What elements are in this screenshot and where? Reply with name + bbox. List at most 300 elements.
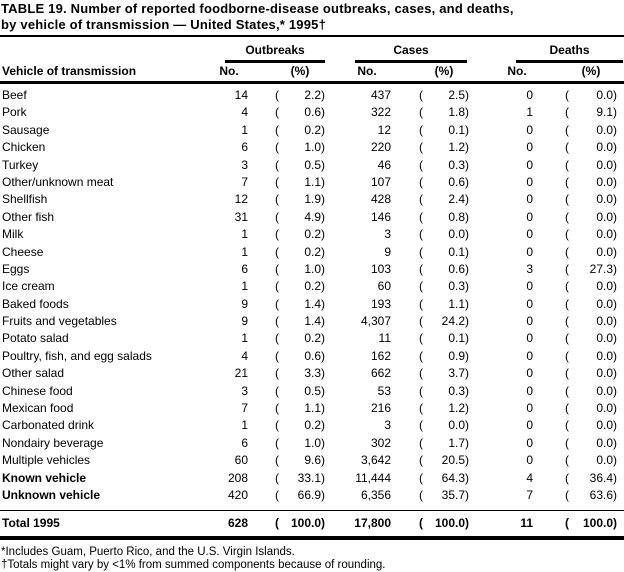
deaths-pct bbox=[565, 313, 617, 330]
table-row bbox=[0, 157, 624, 174]
table-row bbox=[0, 296, 624, 313]
open-paren: ( bbox=[275, 366, 279, 381]
deaths-no: 0 bbox=[526, 88, 533, 102]
row-label: Multiple vehicles bbox=[2, 453, 91, 468]
pct-value: 35.7 bbox=[441, 487, 465, 502]
cases-pct bbox=[419, 174, 469, 191]
open-paren: ( bbox=[565, 348, 569, 363]
pct-value: 0.0 bbox=[596, 140, 613, 155]
pct-value: 3.7 bbox=[448, 366, 465, 381]
open-paren: ( bbox=[275, 244, 279, 259]
close-paren: ) bbox=[321, 331, 325, 346]
pct-value: 0.0 bbox=[596, 244, 613, 259]
open-paren: ( bbox=[565, 105, 569, 120]
open-paren: ( bbox=[419, 331, 423, 346]
pct-value: 9.1 bbox=[596, 105, 613, 120]
table-row bbox=[0, 226, 624, 243]
pct-value: 0.0 bbox=[448, 227, 465, 242]
deaths-no: 0 bbox=[526, 314, 533, 329]
cases-no: 193 bbox=[370, 296, 391, 311]
outbreaks-no: 1 bbox=[241, 279, 248, 294]
open-paren: ( bbox=[565, 470, 569, 485]
open-paren: ( bbox=[565, 244, 569, 259]
deaths-no: 3 bbox=[526, 261, 533, 276]
close-paren: ) bbox=[465, 209, 469, 224]
table-row bbox=[0, 174, 624, 191]
close-paren: ) bbox=[321, 105, 325, 120]
table-title-line1: TABLE 19. Number of reported foodborne-disease outbreaks, cases, and deaths, bbox=[1, 1, 514, 16]
open-paren: ( bbox=[275, 314, 279, 329]
close-paren: ) bbox=[321, 296, 325, 311]
deaths-pct bbox=[565, 226, 617, 243]
open-paren: ( bbox=[275, 401, 279, 416]
cases-no: 9 bbox=[384, 244, 391, 259]
outbreaks-no: 9 bbox=[241, 314, 248, 329]
row-label: Other fish bbox=[2, 209, 55, 224]
close-paren: ) bbox=[613, 331, 617, 346]
outbreaks-pct bbox=[275, 435, 325, 452]
total-label: Total 1995 bbox=[2, 516, 60, 531]
pct-value: 0.0 bbox=[596, 435, 613, 450]
deaths-pct bbox=[565, 435, 617, 452]
row-label: Nondairy beverage bbox=[2, 435, 104, 450]
deaths-pct bbox=[565, 139, 617, 156]
row-label: Eggs bbox=[2, 261, 30, 276]
row-label: Baked foods bbox=[2, 296, 69, 311]
total-cases-no: 17,800 bbox=[354, 516, 391, 531]
pct-value: 0.0 bbox=[596, 88, 613, 102]
deaths-no: 0 bbox=[526, 401, 533, 416]
vehicle-column-header: Vehicle of transmission bbox=[2, 63, 137, 78]
deaths-pct-header: (%) bbox=[581, 63, 601, 78]
table-row bbox=[0, 139, 624, 156]
pct-value: 66.9 bbox=[297, 487, 321, 502]
total-outbreaks-no: 628 bbox=[227, 516, 248, 531]
outbreaks-no: 6 bbox=[241, 435, 248, 450]
outbreaks-pct bbox=[275, 104, 325, 121]
row-label: Other/unknown meat bbox=[2, 174, 114, 189]
open-paren: ( bbox=[565, 227, 569, 242]
open-paren: ( bbox=[275, 140, 279, 155]
open-paren: ( bbox=[565, 331, 569, 346]
close-paren: ) bbox=[321, 435, 325, 450]
outbreaks-no: 9 bbox=[241, 296, 248, 311]
cases-no: 103 bbox=[370, 261, 391, 276]
deaths-no: 0 bbox=[526, 244, 533, 259]
pct-value: 0.8 bbox=[448, 209, 465, 224]
open-paren: ( bbox=[419, 435, 423, 450]
total-deaths-pct bbox=[565, 514, 617, 532]
cases-pct bbox=[419, 313, 469, 330]
outbreaks-pct bbox=[275, 348, 325, 365]
close-paren: ) bbox=[321, 383, 325, 398]
outbreaks-pct bbox=[275, 313, 325, 330]
open-paren: ( bbox=[565, 88, 569, 102]
close-paren: ) bbox=[465, 261, 469, 276]
open-paren: ( bbox=[565, 487, 569, 502]
close-paren: ) bbox=[613, 227, 617, 242]
close-paren: ) bbox=[321, 516, 325, 531]
open-paren: ( bbox=[419, 174, 423, 189]
open-paren: ( bbox=[419, 348, 423, 363]
deaths-pct bbox=[565, 365, 617, 382]
open-paren: ( bbox=[419, 296, 423, 311]
outbreaks-pct bbox=[275, 383, 325, 400]
close-paren: ) bbox=[321, 174, 325, 189]
close-paren: ) bbox=[321, 418, 325, 433]
close-paren: ) bbox=[465, 244, 469, 259]
open-paren: ( bbox=[565, 140, 569, 155]
pct-value: 63.6 bbox=[589, 487, 613, 502]
close-paren: ) bbox=[321, 314, 325, 329]
deaths-pct bbox=[565, 104, 617, 121]
close-paren: ) bbox=[613, 401, 617, 416]
footnote-asterisk: *Includes Guam, Puerto Rico, and the U.S. Virgin Islands. bbox=[1, 546, 295, 559]
deaths-pct bbox=[565, 330, 617, 347]
deaths-pct bbox=[565, 417, 617, 434]
pct-value: 33.1 bbox=[297, 470, 321, 485]
outbreaks-pct bbox=[275, 139, 325, 156]
close-paren: ) bbox=[465, 516, 469, 531]
open-paren: ( bbox=[419, 140, 423, 155]
row-label: Carbonated drink bbox=[2, 418, 95, 433]
pct-value: 0.0 bbox=[596, 279, 613, 294]
row-label: Fruits and vegetables bbox=[2, 314, 117, 329]
outbreaks-no: 12 bbox=[234, 192, 248, 207]
pct-value: 1.1 bbox=[448, 296, 465, 311]
close-paren: ) bbox=[613, 314, 617, 329]
open-paren: ( bbox=[275, 296, 279, 311]
close-paren: ) bbox=[613, 470, 617, 485]
open-paren: ( bbox=[275, 383, 279, 398]
deaths-no: 0 bbox=[526, 453, 533, 468]
pct-value: 0.2 bbox=[304, 227, 321, 242]
pct-value: 0.9 bbox=[448, 348, 465, 363]
pct-value: 0.6 bbox=[448, 261, 465, 276]
outbreaks-pct bbox=[275, 191, 325, 208]
outbreaks-pct bbox=[275, 400, 325, 417]
close-paren: ) bbox=[613, 516, 617, 531]
close-paren: ) bbox=[613, 209, 617, 224]
deaths-no-header: No. bbox=[507, 63, 527, 78]
pct-value: 1.7 bbox=[448, 435, 465, 450]
open-paren: ( bbox=[419, 209, 423, 224]
pct-value: 64.3 bbox=[441, 470, 465, 485]
pct-value: 0.0 bbox=[596, 314, 613, 329]
deaths-no: 0 bbox=[526, 140, 533, 155]
cases-no: 3 bbox=[384, 418, 391, 433]
cases-pct bbox=[419, 139, 469, 156]
outbreaks-pct bbox=[275, 452, 325, 469]
pct-value: 9.6 bbox=[304, 453, 321, 468]
outbreaks-no: 7 bbox=[241, 401, 248, 416]
subheader-row bbox=[0, 63, 624, 80]
close-paren: ) bbox=[465, 140, 469, 155]
cases-pct bbox=[419, 226, 469, 243]
pct-value: 0.2 bbox=[304, 279, 321, 294]
close-paren: ) bbox=[465, 227, 469, 242]
outbreaks-pct bbox=[275, 226, 325, 243]
deaths-pct bbox=[565, 157, 617, 174]
pct-value: 0.0 bbox=[596, 227, 613, 242]
close-paren: ) bbox=[613, 435, 617, 450]
row-label: Cheese bbox=[2, 244, 44, 259]
close-paren: ) bbox=[613, 453, 617, 468]
open-paren: ( bbox=[565, 122, 569, 137]
open-paren: ( bbox=[565, 418, 569, 433]
row-label: Ice cream bbox=[2, 279, 55, 294]
deaths-pct bbox=[565, 209, 617, 226]
close-paren: ) bbox=[613, 383, 617, 398]
close-paren: ) bbox=[321, 453, 325, 468]
outbreaks-no: 1 bbox=[241, 122, 248, 137]
deaths-pct bbox=[565, 470, 617, 487]
deaths-pct bbox=[565, 244, 617, 261]
close-paren: ) bbox=[465, 105, 469, 120]
close-paren: ) bbox=[465, 296, 469, 311]
close-paren: ) bbox=[613, 122, 617, 137]
pct-value: 0.0 bbox=[596, 331, 613, 346]
pct-value: 100.0 bbox=[434, 516, 465, 531]
table-row bbox=[0, 191, 624, 208]
close-paren: ) bbox=[613, 105, 617, 120]
pct-value: 0.0 bbox=[596, 174, 613, 189]
table-row bbox=[0, 313, 624, 330]
open-paren: ( bbox=[565, 261, 569, 276]
open-paren: ( bbox=[565, 209, 569, 224]
close-paren: ) bbox=[321, 366, 325, 381]
table-row bbox=[0, 244, 624, 261]
pct-value: 1.1 bbox=[304, 401, 321, 416]
cases-pct bbox=[419, 470, 469, 487]
open-paren: ( bbox=[565, 401, 569, 416]
close-paren: ) bbox=[465, 366, 469, 381]
table-row bbox=[0, 417, 624, 434]
close-paren: ) bbox=[465, 122, 469, 137]
deaths-no: 4 bbox=[526, 470, 533, 485]
close-paren: ) bbox=[321, 487, 325, 502]
cases-no: 437 bbox=[370, 88, 391, 102]
close-paren: ) bbox=[465, 157, 469, 172]
close-paren: ) bbox=[321, 244, 325, 259]
cases-pct bbox=[419, 348, 469, 365]
cases-pct bbox=[419, 261, 469, 278]
open-paren: ( bbox=[419, 453, 423, 468]
open-paren: ( bbox=[275, 470, 279, 485]
cases-no: 107 bbox=[370, 174, 391, 189]
outbreaks-no: 3 bbox=[241, 157, 248, 172]
close-paren: ) bbox=[613, 487, 617, 502]
open-paren: ( bbox=[419, 157, 423, 172]
deaths-no: 1 bbox=[526, 105, 533, 120]
pct-value: 0.6 bbox=[448, 174, 465, 189]
close-paren: ) bbox=[613, 244, 617, 259]
close-paren: ) bbox=[321, 192, 325, 207]
outbreaks-no: 1 bbox=[241, 331, 248, 346]
outbreaks-no: 7 bbox=[241, 174, 248, 189]
close-paren: ) bbox=[321, 157, 325, 172]
row-label: Shellfish bbox=[2, 192, 48, 207]
close-paren: ) bbox=[465, 418, 469, 433]
table-row bbox=[0, 348, 624, 365]
open-paren: ( bbox=[565, 314, 569, 329]
pct-value: 0.0 bbox=[596, 366, 613, 381]
close-paren: ) bbox=[465, 470, 469, 485]
deaths-pct bbox=[565, 400, 617, 417]
pct-value: 27.3 bbox=[589, 261, 613, 276]
row-label: Poultry, fish, and egg salads bbox=[2, 348, 152, 363]
table-row bbox=[0, 383, 624, 400]
deaths-no: 7 bbox=[526, 487, 533, 502]
outbreaks-no: 1 bbox=[241, 418, 248, 433]
cases-pct bbox=[419, 104, 469, 121]
cases-no: 60 bbox=[377, 279, 391, 294]
deaths-no: 0 bbox=[526, 331, 533, 346]
outbreaks-pct bbox=[275, 296, 325, 313]
open-paren: ( bbox=[419, 418, 423, 433]
cases-no: 662 bbox=[370, 366, 391, 381]
close-paren: ) bbox=[465, 401, 469, 416]
cases-pct bbox=[419, 209, 469, 226]
open-paren: ( bbox=[419, 279, 423, 294]
column-group-outbreaks: Outbreaks bbox=[225, 43, 325, 63]
deaths-no: 0 bbox=[526, 366, 533, 381]
open-paren: ( bbox=[275, 516, 279, 531]
total-deaths-no: 11 bbox=[520, 516, 533, 531]
deaths-no: 0 bbox=[526, 174, 533, 189]
pct-value: 36.4 bbox=[589, 470, 613, 485]
open-paren: ( bbox=[419, 105, 423, 120]
close-paren: ) bbox=[321, 279, 325, 294]
open-paren: ( bbox=[275, 418, 279, 433]
footnote-dagger: †Totals might vary by <1% from summed components because of rounding. bbox=[1, 559, 386, 572]
pct-value: 1.4 bbox=[304, 296, 321, 311]
pct-value: 100.0 bbox=[290, 516, 321, 531]
close-paren: ) bbox=[613, 261, 617, 276]
open-paren: ( bbox=[419, 122, 423, 137]
table-row bbox=[0, 261, 624, 278]
close-paren: ) bbox=[321, 261, 325, 276]
deaths-no: 0 bbox=[526, 157, 533, 172]
deaths-pct bbox=[565, 452, 617, 469]
outbreaks-no: 4 bbox=[241, 348, 248, 363]
pct-value: 0.5 bbox=[304, 157, 321, 172]
cases-pct bbox=[419, 278, 469, 295]
open-paren: ( bbox=[419, 516, 423, 531]
cases-no: 12 bbox=[377, 122, 391, 137]
close-paren: ) bbox=[613, 348, 617, 363]
cases-pct bbox=[419, 296, 469, 313]
pct-value: 3.3 bbox=[304, 366, 321, 381]
cases-no: 4,307 bbox=[360, 314, 391, 329]
cases-no: 322 bbox=[370, 105, 391, 120]
pct-value: 0.3 bbox=[448, 383, 465, 398]
close-paren: ) bbox=[321, 227, 325, 242]
pct-value: 0.0 bbox=[596, 122, 613, 137]
pct-value: 0.1 bbox=[448, 122, 465, 137]
close-paren: ) bbox=[465, 279, 469, 294]
outbreaks-pct bbox=[275, 261, 325, 278]
pct-value: 0.0 bbox=[596, 192, 613, 207]
cases-no: 220 bbox=[370, 140, 391, 155]
open-paren: ( bbox=[565, 383, 569, 398]
cases-no: 428 bbox=[370, 192, 391, 207]
cases-pct bbox=[419, 365, 469, 382]
cases-no: 302 bbox=[370, 435, 391, 450]
cases-no: 216 bbox=[370, 401, 391, 416]
pct-value: 20.5 bbox=[441, 453, 465, 468]
pct-value: 0.0 bbox=[596, 418, 613, 433]
close-paren: ) bbox=[321, 401, 325, 416]
row-label: Known vehicle bbox=[2, 470, 87, 485]
outbreaks-no: 1 bbox=[241, 227, 248, 242]
close-paren: ) bbox=[465, 435, 469, 450]
pct-value: 1.0 bbox=[304, 261, 321, 276]
pct-value: 1.2 bbox=[448, 401, 465, 416]
row-label: Chinese food bbox=[2, 383, 73, 398]
open-paren: ( bbox=[275, 279, 279, 294]
open-paren: ( bbox=[565, 453, 569, 468]
close-paren: ) bbox=[321, 88, 325, 102]
outbreaks-no: 60 bbox=[234, 453, 248, 468]
close-paren: ) bbox=[613, 296, 617, 311]
outbreaks-pct bbox=[275, 470, 325, 487]
outbreaks-pct bbox=[275, 487, 325, 504]
deaths-no: 0 bbox=[526, 279, 533, 294]
pct-value: 1.8 bbox=[448, 105, 465, 120]
cases-pct bbox=[419, 157, 469, 174]
open-paren: ( bbox=[275, 88, 279, 102]
cases-no: 11,444 bbox=[355, 470, 391, 485]
outbreaks-no: 21 bbox=[234, 366, 248, 381]
table-row bbox=[0, 330, 624, 347]
row-label: Unknown vehicle bbox=[2, 487, 101, 502]
close-paren: ) bbox=[613, 174, 617, 189]
close-paren: ) bbox=[321, 122, 325, 137]
pct-value: 0.6 bbox=[304, 105, 321, 120]
deaths-no: 0 bbox=[526, 209, 533, 224]
cases-pct bbox=[419, 383, 469, 400]
open-paren: ( bbox=[275, 192, 279, 207]
cases-no: 162 bbox=[370, 348, 391, 363]
table-body bbox=[0, 84, 624, 504]
table-row bbox=[0, 470, 624, 487]
pct-value: 1.1 bbox=[304, 174, 321, 189]
close-paren: ) bbox=[465, 192, 469, 207]
outbreaks-pct bbox=[275, 157, 325, 174]
pct-value: 1.4 bbox=[304, 314, 321, 329]
open-paren: ( bbox=[275, 487, 279, 502]
open-paren: ( bbox=[275, 348, 279, 363]
cases-no: 3,642 bbox=[360, 453, 391, 468]
column-group-deaths: Deaths bbox=[516, 43, 623, 63]
pct-value: 1.2 bbox=[448, 140, 465, 155]
pct-value: 0.1 bbox=[448, 244, 465, 259]
open-paren: ( bbox=[565, 296, 569, 311]
table-row bbox=[0, 365, 624, 382]
deaths-no: 0 bbox=[526, 227, 533, 242]
pct-value: 0.1 bbox=[448, 331, 465, 346]
cases-pct bbox=[419, 417, 469, 434]
outbreaks-pct bbox=[275, 330, 325, 347]
table-row bbox=[0, 452, 624, 469]
close-paren: ) bbox=[613, 157, 617, 172]
open-paren: ( bbox=[275, 331, 279, 346]
row-label: Beef bbox=[2, 88, 27, 102]
deaths-no: 0 bbox=[526, 122, 533, 137]
outbreaks-no: 6 bbox=[241, 261, 248, 276]
cases-no-header: No. bbox=[357, 63, 377, 78]
